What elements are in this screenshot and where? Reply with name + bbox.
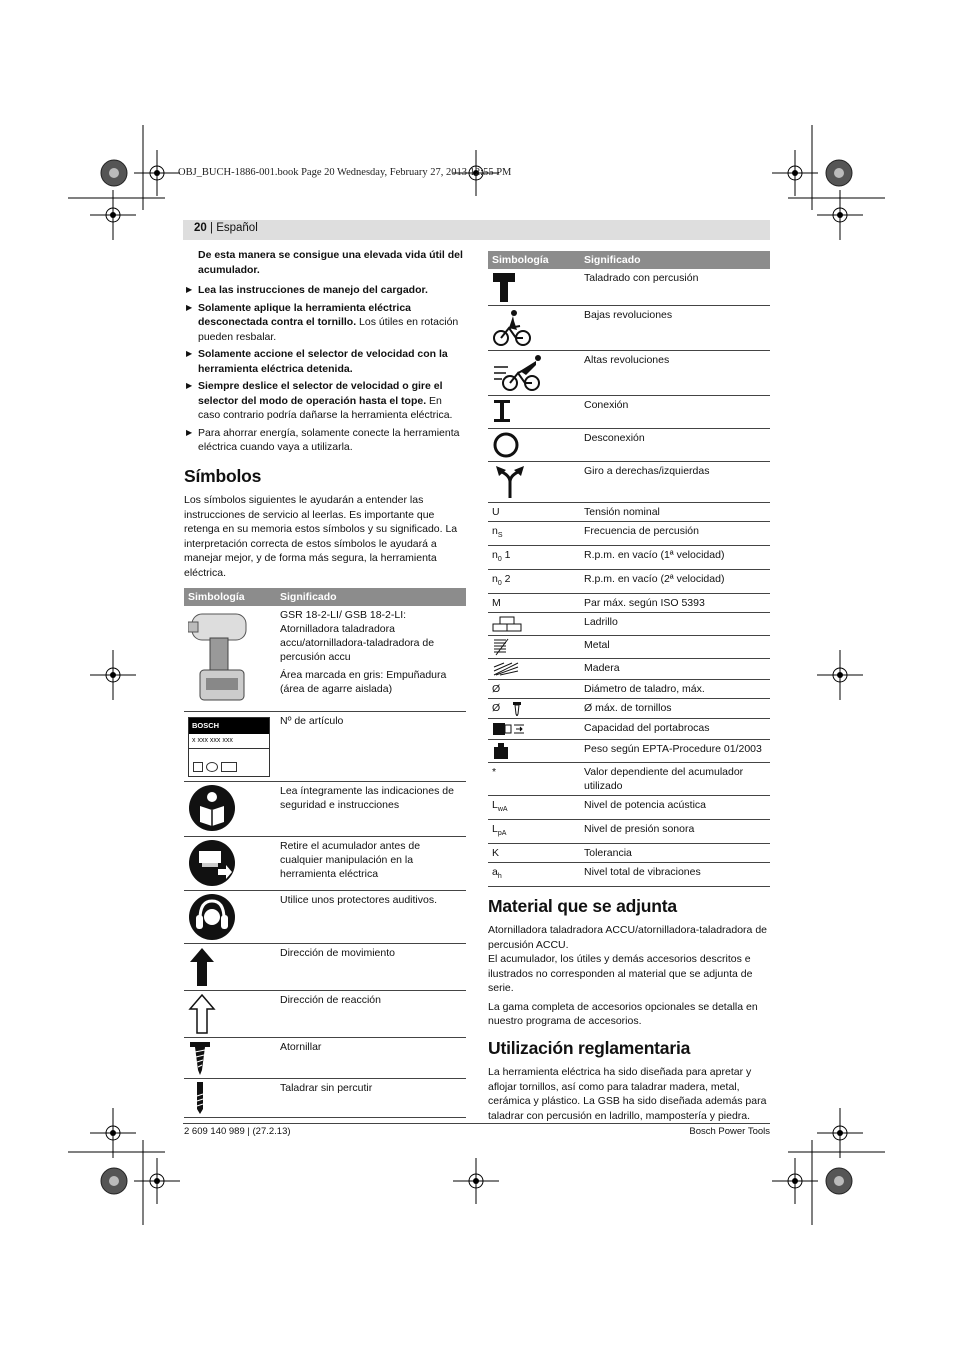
table-row: K Tolerancia [488,843,770,862]
nameplate-icon: BOSCH x xxx xxx xxx [188,717,270,777]
right-column [488,251,770,1129]
table-row: Taladrar sin percutir [184,1078,466,1117]
brick-icon [492,615,526,633]
remove-battery-icon [188,839,236,887]
table-row: Desconexión [488,429,770,462]
wood-icon [492,661,520,677]
col-simbologia: Simbología [488,251,580,269]
col-significado: Significado [580,251,770,269]
material-paragraph: El acumulador, los útiles y demás accesorios descritos e ilustrados no corresponden al material que se adjunta de serie. [488,953,753,995]
table-row: Ladrillo [488,613,770,636]
table-header [184,588,466,606]
symbols-table-right [488,251,770,887]
table-row: BOSCH x xxx xxx xxx Nº de artículo [184,711,466,781]
table-row: M Par máx. según ISO 5393 [488,594,770,613]
table-row: Atornillar [184,1037,466,1078]
header-band [183,220,770,240]
page-header: 20 | Español [194,222,258,234]
page-number: 20 [194,222,207,234]
table-row: Metal [488,636,770,659]
weight-icon [492,742,510,760]
fast-bike-icon [492,353,544,393]
material-heading: Material que se adjunta [488,895,677,916]
drill-bit-icon [188,1081,212,1115]
ear-protection-icon [188,893,236,941]
symbols-table-left [184,588,466,1118]
table-row: $n_0$ 2 R.p.m. en vacío (2ª velocidad) [488,570,770,594]
bullet-item: ▶ Lea las instrucciones de manejo del cargador. [184,283,466,298]
slow-bike-icon [492,308,534,348]
table-row: Conexión [488,396,770,429]
bullet-item: ▶ Solamente aplique la herramienta eléctrica desconectada contra el tornillo. Los útiles en rotación pueden resbalar. [184,301,466,345]
hammer-icon [492,271,518,303]
table-row: Peso según EPTA-Procedure 01/2003 [488,739,770,762]
table-row: Utilice unos protectores auditivos. [184,890,466,943]
bullet-item: ▶ Siempre deslice el selector de velocidad o gire el selector del modo de operación hasta el tope. En caso contrario podría dañarse la herramienta eléctrica. [184,379,466,423]
drill-icon [188,608,252,706]
table-row: Ø Ø máx. de tornillos [488,699,770,718]
print-slug: OBJ_BUCH-1886-001.book Page 20 Wednesday, February 27, 2013 12:55 PM [178,167,512,178]
read-manual-icon [188,784,236,832]
table-row: Dirección de movimiento [184,943,466,990]
symbols-intro: Los símbolos siguientes le ayudarán a entender las instrucciones de servicio al leerlas. Es importante que retenga en su memoria estos símbolos y su significado. La interpretación correcta de estos símbolos le ayudará a manejar mejor, y de forma más segura, la herramienta eléctrica. [184,494,458,579]
table-row: Taladrado con percusión [488,269,770,306]
table-row: * Valor dependiente del acumulador utilizado [488,762,770,795]
table-row: GSR 18-2-LI/ GSB 18-2-LI: Atornilladora taladradora accu/atornilladora-taladradora de percusión accu Área marcada en gris: Empuñadura (área de agarre aislada) [184,606,466,711]
table-row: Giro a derechas/izquierdas [488,462,770,503]
table-row: Capacidad del portabrocas [488,718,770,739]
left-column [184,248,466,1118]
col-significado: Significado [276,588,466,606]
table-row: $L_{wA}$ Nivel de potencia acústica [488,795,770,819]
intro-bold: De esta manera se consigue una elevada vida útil del acumulador. [198,249,463,276]
section-name: Español [216,222,258,234]
footer-rule [183,1123,770,1124]
table-row: Altas revoluciones [488,351,770,396]
table-row: Lea íntegramente las indicaciones de seguridad e instrucciones [184,781,466,836]
on-icon [492,398,514,424]
symbols-heading: Símbolos [184,465,262,486]
forward-reverse-icon [492,464,528,500]
metal-icon [492,638,512,656]
table-row: Ø Diámetro de taladro, máx. [488,680,770,699]
movement-arrow-icon [188,946,216,988]
table-row: Dirección de reacción [184,990,466,1037]
table-row: $L_{pA}$ Nivel de presión sonora [488,819,770,843]
screw-icon [188,1040,212,1076]
footer-right: Bosch Power Tools [689,1126,770,1137]
col-simbologia: Simbología [184,588,276,606]
table-row: $n_S$ Frecuencia de percusión [488,522,770,546]
footer-left: 2 609 140 989 | (27.2.13) [184,1126,291,1137]
bullet-item: ▶ Para ahorrar energía, solamente conecte la herramienta eléctrica cuando vaya a utilizarla. [184,426,466,455]
table-row: Bajas revoluciones [488,306,770,351]
table-row: Madera [488,659,770,680]
chuck-icon [492,721,526,737]
off-icon [492,431,520,459]
material-paragraph: Atornilladora taladradora ACCU/atornilladora-taladradora de percusión ACCU. [488,924,767,951]
table-row: $n_0$ 1 R.p.m. en vacío (1ª velocidad) [488,546,770,570]
use-heading: Utilización reglamentaria [488,1037,691,1058]
table-row: Retire el acumulador antes de cualquier manipulación en la herramienta eléctrica [184,836,466,890]
table-header [488,251,770,269]
use-paragraph: La herramienta eléctrica ha sido diseñada para apretar y aflojar tornillos, así como para taladrar madera, metal, cerámica y plástico. La GSB ha sido diseñada además para taladrar con percusión en ladrillo, mampostería y piedra. [488,1066,767,1122]
reaction-arrow-icon [188,993,216,1035]
table-row: U Tensión nominal [488,503,770,522]
screw-small-icon [512,702,522,716]
bullet-item: ▶ Solamente accione el selector de velocidad con la herramienta eléctrica detenida. [184,347,466,376]
material-paragraph: La gama completa de accesorios opcionales se detalla en nuestro programa de accesorios. [488,1000,758,1028]
table-row: $a_h$ Nivel total de vibraciones [488,862,770,886]
